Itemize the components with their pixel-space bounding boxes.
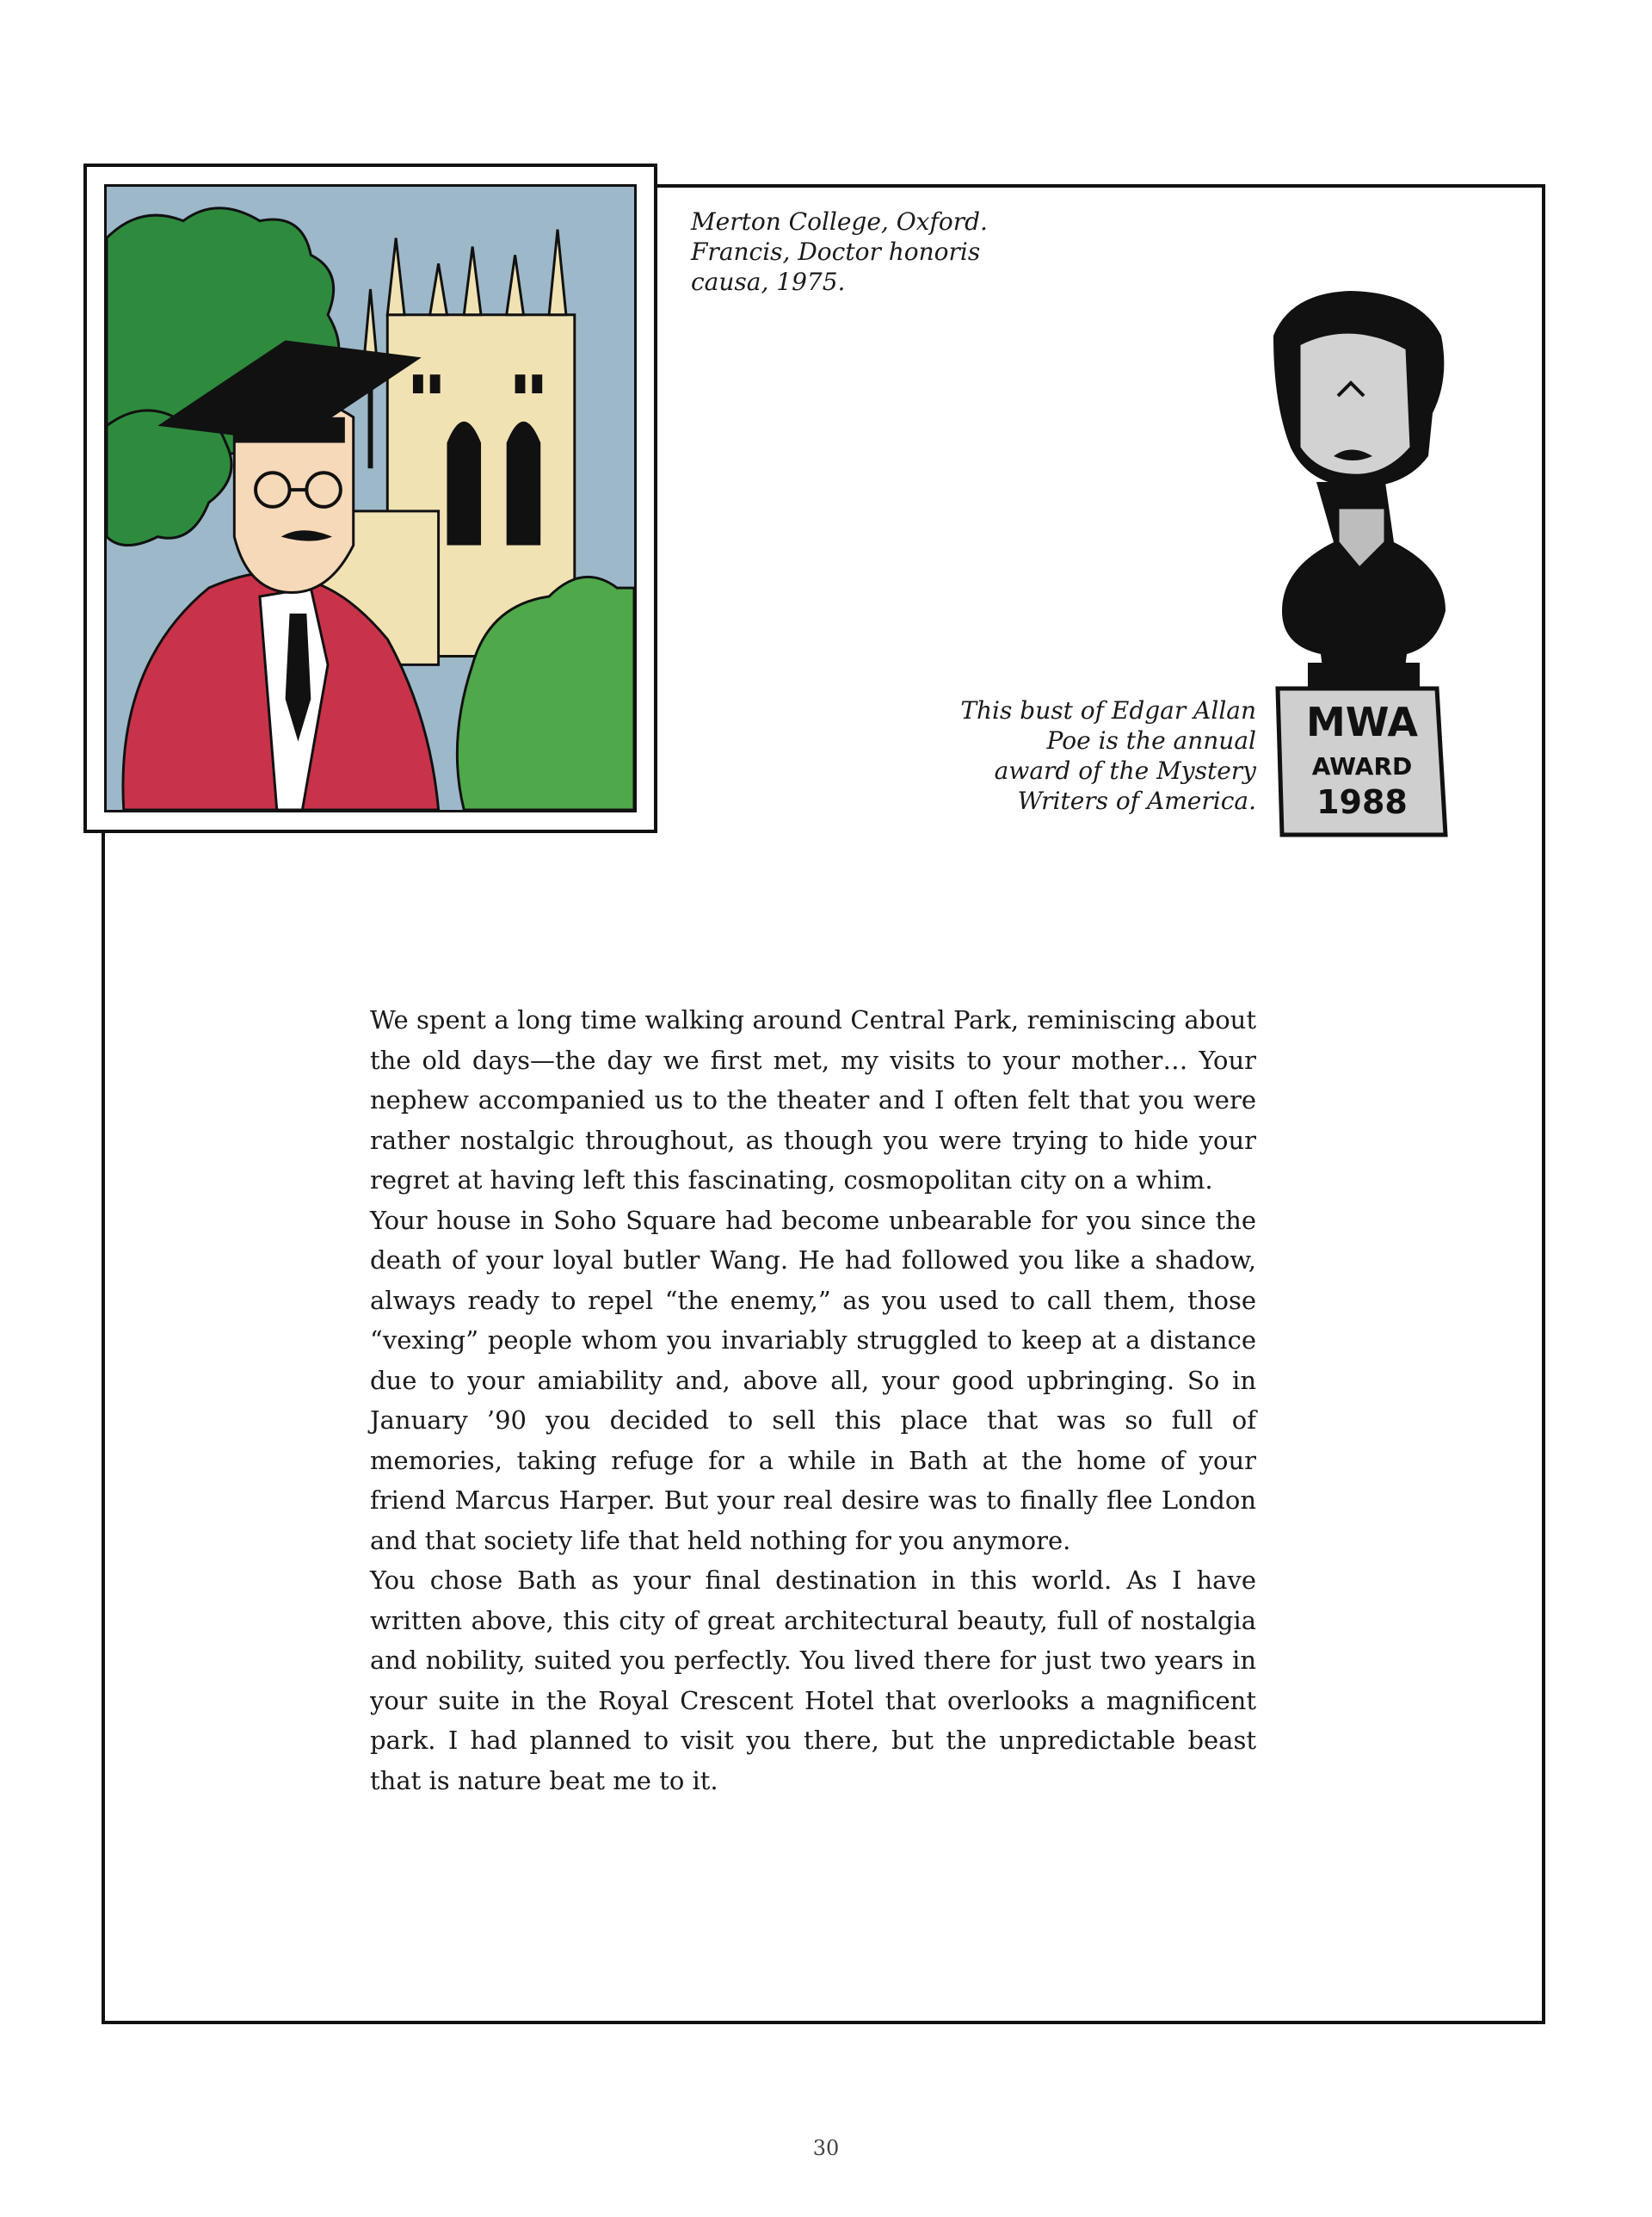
poe-bust-svg (1256, 284, 1471, 843)
oxford-caption-line: causa, 1975. (691, 268, 846, 296)
award-caption-line: award of the Mystery (994, 756, 1256, 785)
oxford-caption-line: Francis, Doctor honoris (691, 238, 981, 266)
award-caption (895, 695, 1256, 816)
body-text (370, 1000, 1256, 1800)
plaque-line-1: MWA (1305, 699, 1419, 745)
poe-bust-illustration (1256, 284, 1471, 843)
oxford-caption-line: Merton College, Oxford. (691, 207, 988, 236)
body-paragraph: We spent a long time walking around Central Park, reminiscing about the old days—the day we first met, my visits to your mother… Your nephew accompanied us to the theater and I often felt that you were rather nostalgic throughout, as though you were trying to hide your regret at having left this fascinating, cosmopolitan city on a whim. (370, 1005, 1256, 1195)
body-paragraph: You chose Bath as your final destination in this world. As I have written above, this city of great architectural beauty, full of nostalgia and nobility, suited you perfectly. You lived there for just two years in your suite in the Royal Crescent Hotel that overlooks a magnificent park. I had planned to visit you there, but the unpredictable beast that is nature beat me to it. (370, 1565, 1256, 1795)
plaque-line-2: AWARD (1311, 752, 1413, 781)
award-caption-line: Poe is the annual (1046, 726, 1256, 755)
plaque-line-3: 1988 (1316, 783, 1408, 821)
page-number: 30 (812, 2136, 840, 2160)
award-caption-line: This bust of Edgar Allan (960, 696, 1256, 725)
oxford-illustration-frame (83, 164, 657, 833)
body-paragraph: Your house in Soho Square had become unbearable for you since the death of your loyal butler Wang. He had followed you like a shadow, always ready to repel “the enemy,” as you used to call them, those “vexing” people whom you invariably struggled to keep at a distance due to your amiability and, above all, your good upbringing. So in January ’90 you decided to sell this place that was so full of memories, taking refuge for a while in Bath at the home of your friend Marcus Harper. But your real desire was to finally flee London and that society life that held nothing for you anymore. (370, 1205, 1256, 1555)
award-caption-line: Writers of America. (1017, 787, 1256, 815)
oxford-illustration (104, 184, 637, 812)
oxford-caption (691, 207, 1018, 297)
oxford-illustration-svg (107, 187, 634, 810)
